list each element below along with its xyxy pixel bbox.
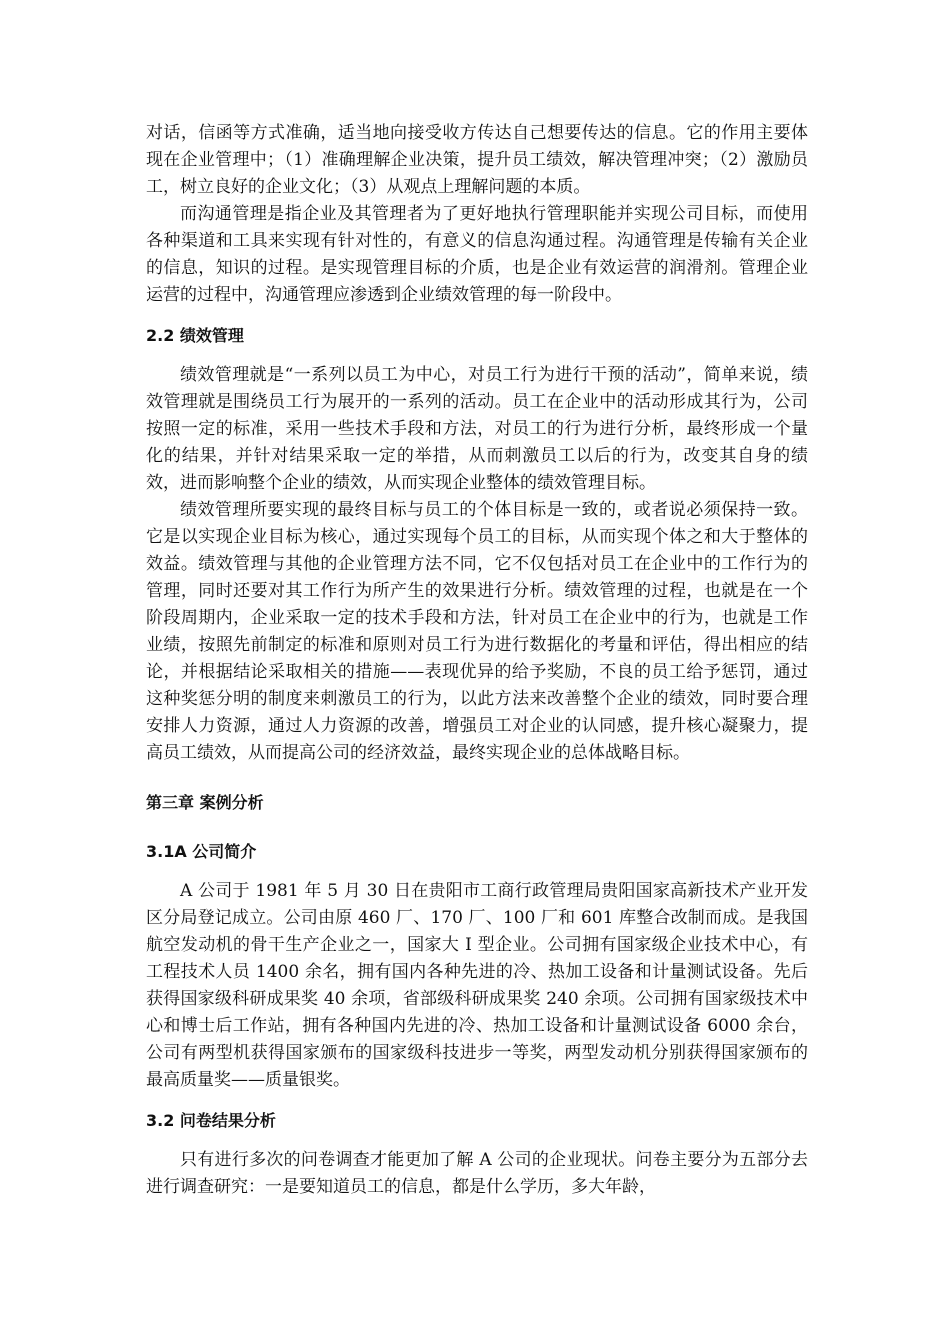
document-page (146, 120, 808, 1201)
section-heading-3-1: 3.1A 公司简介 (146, 842, 257, 861)
paragraph-communication-management: 而沟通管理是指企业及其管理者为了更好地执行管理职能并实现公司目标，而使用各种渠道和工具来实现有针对性的，有意义的信息沟通过程。沟通管理是传输有关企业的信息，知识的过程。是实现管理目标的介质，也是企业有效运营的润滑剂。管理企业运营的过程中，沟通管理应渗透到企业绩效管理的每一阶段中。 (146, 204, 808, 305)
paragraph-survey-analysis: 只有进行多次的问卷调查才能更加了解 A 公司的企业现状。问卷主要分为五部分去进行调查研究：一是要知道员工的信息，都是什么学历，多大年龄， (146, 1150, 808, 1197)
paragraph-performance-definition: 绩效管理就是“一系列以员工为中心，对员工行为进行干预的活动”，简单来说，绩效管理就是围绕员工行为展开的一系列的活动。员工在企业中的活动形成其行为，公司按照一定的标准，采用一些技术手段和方法，对员工的行为进行分析，最终形成一个量化的结果，并针对结果采取一定的举措，从而刺激员工以后的行为，改变其自身的绩效，进而影响整个企业的绩效，从而实现企业整体的绩效管理目标。 (146, 365, 808, 493)
section-heading-3-2: 3.2 问卷结果分析 (146, 1111, 276, 1130)
chapter-heading-3: 第三章 案例分析 (146, 793, 264, 812)
paragraph-company-intro: A 公司于 1981 年 5 月 30 日在贵阳市工商行政管理局贵阳国家高新技术产业开发区分局登记成立。公司由原 460 厂、170 厂、100 厂和 601 库整合改制而成。是我国航空发动机的骨干生产企业之一，国家大 I 型企业。公司拥有国家级企业技术中心，有工程技术人员 1400 余名，拥有国内各种先进的冷、热加工设备和计量测试设备。先后获得国家级科研成果奖 40 余项，省部级科研成果奖 240 余项。公司拥有国家级技术中心和博士后工作站，拥有各种国内先进的冷、热加工设备和计量测试设备 6000 余台，公司有两型机获得国家颁布的国家级科技进步一等奖，两型发动机分别获得国家颁布的最高质量奖——质量银奖。 (146, 881, 808, 1090)
paragraph-communication-role: 对话，信函等方式准确，适当地向接受收方传达自己想要传达的信息。它的作用主要体现在企业管理中；（1）准确理解企业决策，提升员工绩效，解决管理冲突；（2）激励员工，树立良好的企业文化；（3）从观点上理解问题的本质。 (146, 123, 808, 197)
section-heading-2-2: 2.2 绩效管理 (146, 326, 244, 345)
paragraph-performance-goals: 绩效管理所要实现的最终目标与员工的个体目标是一致的，或者说必须保持一致。它是以实现企业目标为核心，通过实现每个员工的目标，从而实现个体之和大于整体的效益。绩效管理与其他的企业管理方法不同，它不仅包括对员工在企业中的工作行为的管理，同时还要对其工作行为所产生的效果进行分析。绩效管理的过程，也就是在一个阶段周期内，企业采取一定的技术手段和方法，针对员工在企业中的行为，也就是工作业绩，按照先前制定的标准和原则对员工行为进行数据化的考量和评估，得出相应的结论，并根据结论采取相关的措施——表现优异的给予奖励，不良的员工给予惩罚，通过这种奖惩分明的制度来刺激员工的行为，以此方法来改善整个企业的绩效，同时要合理安排人力资源，通过人力资源的改善，增强员工对企业的认同感，提升核心凝聚力，提高员工绩效，从而提高公司的经济效益，最终实现企业的总体战略目标。 (146, 500, 808, 763)
